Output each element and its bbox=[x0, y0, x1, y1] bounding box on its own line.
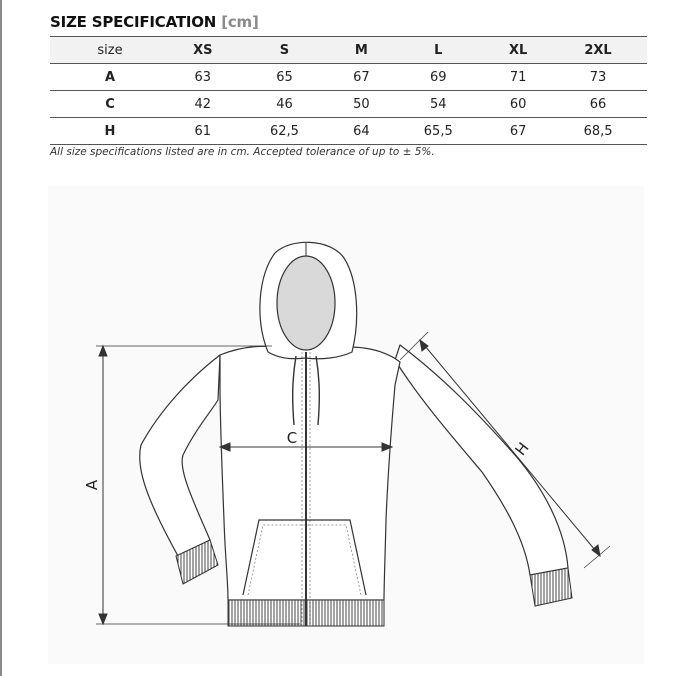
row-label: A bbox=[50, 64, 170, 91]
header-size-xl: XL bbox=[487, 37, 549, 64]
header-size-xs: XS bbox=[170, 37, 236, 64]
left-sleeve bbox=[140, 355, 220, 556]
header-size-label: size bbox=[50, 37, 170, 64]
table-cell: 46 bbox=[236, 91, 334, 118]
table-cell: 61 bbox=[170, 118, 236, 145]
table-cell: 50 bbox=[333, 91, 389, 118]
row-label: C bbox=[50, 91, 170, 118]
table-cell: 71 bbox=[487, 64, 549, 91]
table-cell: 67 bbox=[333, 64, 389, 91]
table-cell: 42 bbox=[170, 91, 236, 118]
table-cell: 65,5 bbox=[389, 118, 487, 145]
title-main: SIZE SPECIFICATION bbox=[50, 13, 217, 31]
header-size-l: L bbox=[389, 37, 487, 64]
label-c: C bbox=[286, 429, 298, 447]
row-label: H bbox=[50, 118, 170, 145]
right-cuff bbox=[530, 568, 572, 606]
right-sleeve bbox=[395, 345, 568, 575]
table-cell: 54 bbox=[389, 91, 487, 118]
header-size-s: S bbox=[236, 37, 334, 64]
table-cell: 67 bbox=[487, 118, 549, 145]
table-cell: 66 bbox=[549, 91, 647, 118]
tolerance-note: All size specifications listed are in cm. Accepted tolerance of up to ± 5%. bbox=[50, 146, 435, 158]
table-cell: 62,5 bbox=[236, 118, 334, 145]
table-cell: 68,5 bbox=[549, 118, 647, 145]
table-cell: 64 bbox=[333, 118, 389, 145]
label-h: H bbox=[511, 438, 533, 459]
header-size-2xl: 2XL bbox=[549, 37, 647, 64]
table-cell: 63 bbox=[170, 64, 236, 91]
table-cell: 73 bbox=[549, 64, 647, 91]
header-size-m: M bbox=[333, 37, 389, 64]
table-cell: 65 bbox=[236, 64, 334, 91]
title-unit: [cm] bbox=[221, 13, 259, 31]
hood-opening bbox=[277, 256, 335, 350]
table-cell: 60 bbox=[487, 91, 549, 118]
table-cell: 69 bbox=[389, 64, 487, 91]
label-a: A bbox=[83, 479, 101, 491]
